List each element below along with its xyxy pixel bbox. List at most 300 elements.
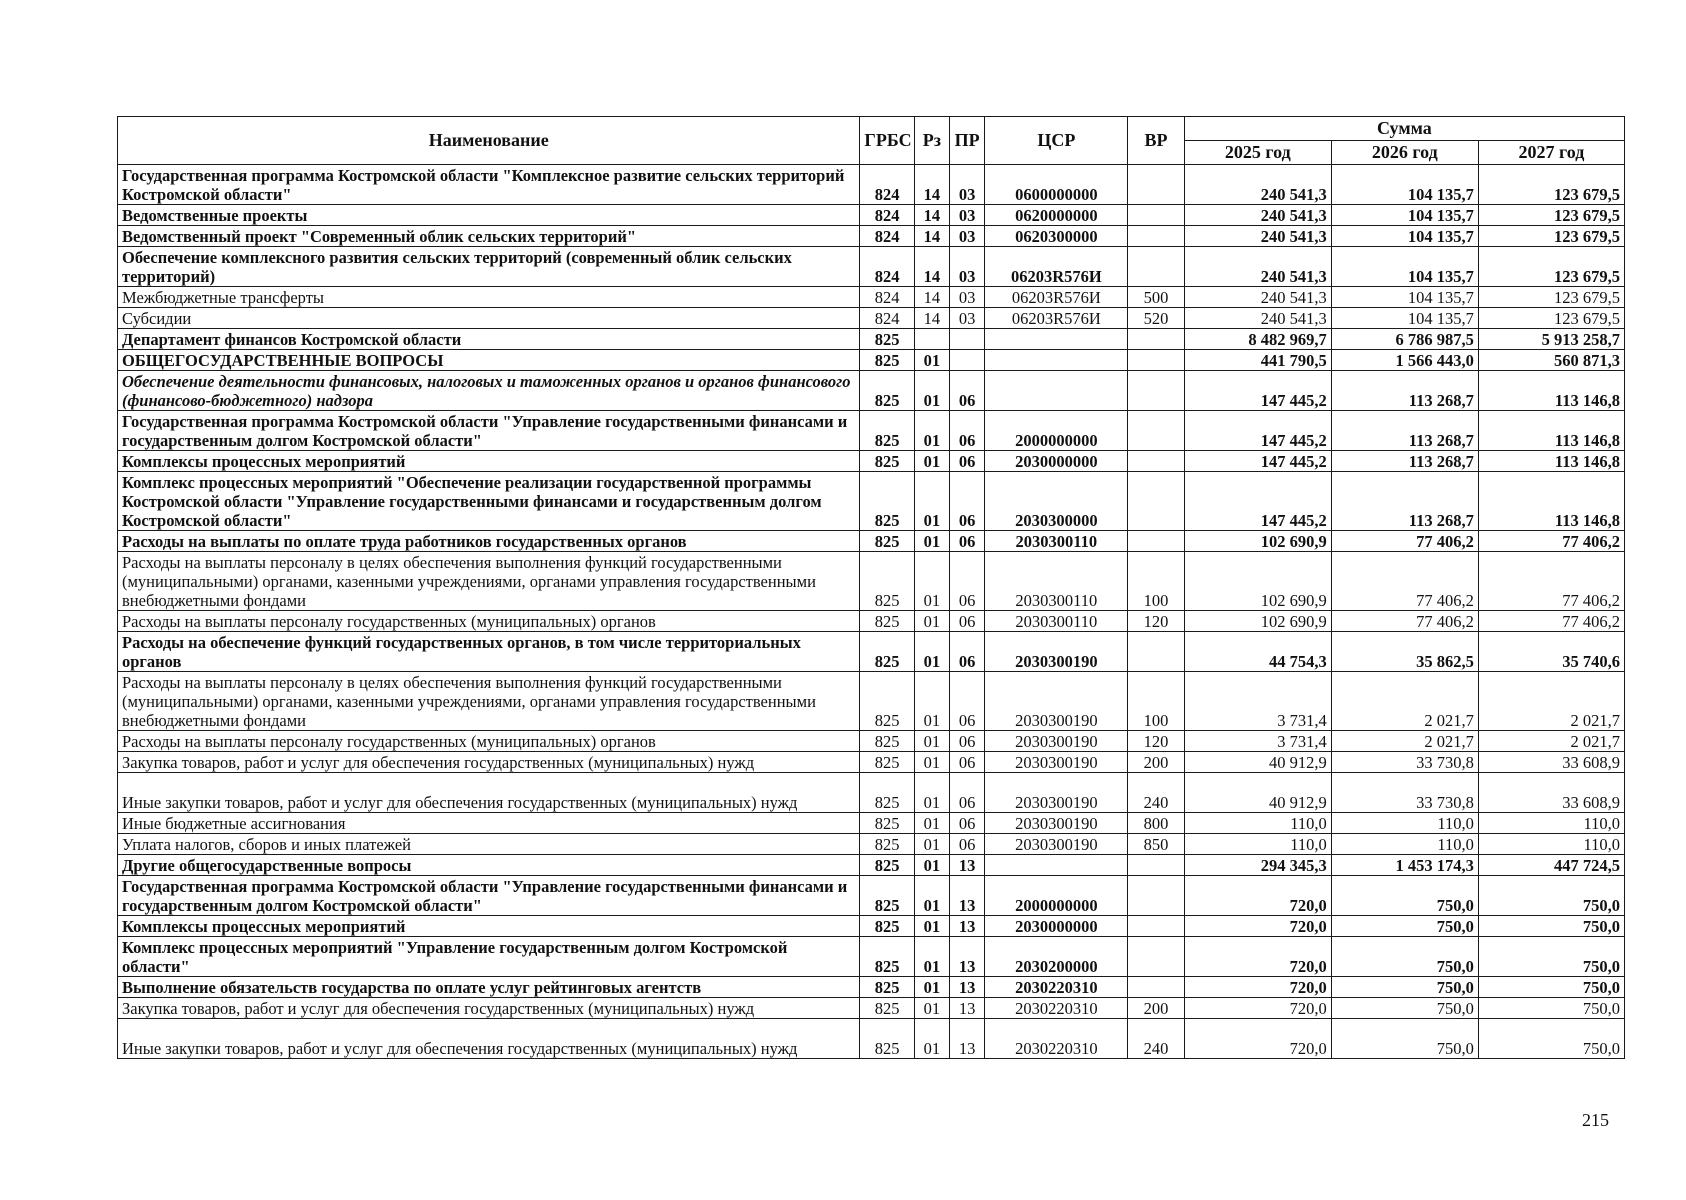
table-row xyxy=(118,531,1625,552)
row-2026-cell: 6 786 987,5 xyxy=(1331,329,1478,350)
table-body xyxy=(118,165,1625,1059)
row-2027-cell: 447 724,5 xyxy=(1478,855,1624,876)
row-2025-cell: 110,0 xyxy=(1184,834,1331,855)
table-row xyxy=(118,329,1625,350)
table-row xyxy=(118,1019,1625,1059)
row-grbs-cell: 825 xyxy=(860,371,914,411)
row-rz-cell: 01 xyxy=(914,731,949,752)
row-pr-cell: 06 xyxy=(950,371,985,411)
row-2026-cell: 110,0 xyxy=(1331,813,1478,834)
table-row xyxy=(118,773,1625,813)
table-row xyxy=(118,411,1625,451)
row-vr-cell: 200 xyxy=(1128,752,1184,773)
row-vr-cell xyxy=(1128,165,1184,205)
row-2025-cell: 720,0 xyxy=(1184,876,1331,916)
col-header-2026: 2026 год xyxy=(1331,141,1478,165)
row-csr-cell: 2030220310 xyxy=(985,1019,1128,1059)
row-2027-cell: 77 406,2 xyxy=(1478,611,1624,632)
row-2027-cell: 123 679,5 xyxy=(1478,287,1624,308)
row-name-cell: Выполнение обязательств государства по оплате услуг рейтинговых агентств xyxy=(118,977,860,998)
row-2027-cell: 750,0 xyxy=(1478,876,1624,916)
row-vr-cell xyxy=(1128,371,1184,411)
row-2025-cell: 40 912,9 xyxy=(1184,752,1331,773)
row-name-cell: Другие общегосударственные вопросы xyxy=(118,855,860,876)
row-2027-cell: 123 679,5 xyxy=(1478,308,1624,329)
row-pr-cell: 06 xyxy=(950,672,985,731)
row-grbs-cell: 825 xyxy=(860,773,914,813)
table-row xyxy=(118,451,1625,472)
row-csr-cell: 2030300110 xyxy=(985,552,1128,611)
row-2026-cell: 33 730,8 xyxy=(1331,773,1478,813)
row-name-cell: Расходы на выплаты персоналу в целях обеспечения выполнения функций государственными (муниципальными) органами, казенными учреждениями, органами управления государственными внебюджетными фондами xyxy=(118,672,860,731)
row-grbs-cell: 825 xyxy=(860,855,914,876)
row-name-cell: Иные бюджетные ассигнования xyxy=(118,813,860,834)
row-rz-cell: 01 xyxy=(914,632,949,672)
row-pr-cell: 06 xyxy=(950,773,985,813)
row-vr-cell xyxy=(1128,855,1184,876)
row-2025-cell: 441 790,5 xyxy=(1184,350,1331,371)
table-row xyxy=(118,371,1625,411)
row-2026-cell: 113 268,7 xyxy=(1331,472,1478,531)
row-grbs-cell: 825 xyxy=(860,472,914,531)
row-csr-cell: 2030300000 xyxy=(985,472,1128,531)
row-csr-cell: 2030300190 xyxy=(985,834,1128,855)
row-name-cell: Расходы на выплаты персоналу государственных (муниципальных) органов xyxy=(118,731,860,752)
row-rz-cell: 01 xyxy=(914,773,949,813)
table-row xyxy=(118,226,1625,247)
row-csr-cell: 06203R576И xyxy=(985,247,1128,287)
row-rz-cell xyxy=(914,329,949,350)
row-2027-cell: 123 679,5 xyxy=(1478,226,1624,247)
row-name-cell: Расходы на обеспечение функций государственных органов, в том числе территориальных органов xyxy=(118,632,860,672)
table-row xyxy=(118,552,1625,611)
row-2025-cell: 294 345,3 xyxy=(1184,855,1331,876)
row-rz-cell: 01 xyxy=(914,813,949,834)
row-grbs-cell: 824 xyxy=(860,247,914,287)
row-2025-cell: 720,0 xyxy=(1184,998,1331,1019)
row-pr-cell: 13 xyxy=(950,1019,985,1059)
row-rz-cell: 14 xyxy=(914,308,949,329)
row-name-cell: ОБЩЕГОСУДАРСТВЕННЫЕ ВОПРОСЫ xyxy=(118,350,860,371)
row-2026-cell: 104 135,7 xyxy=(1331,247,1478,287)
row-name-cell: Комплекс процессных мероприятий "Управление государственным долгом Костромской области" xyxy=(118,937,860,977)
row-csr-cell: 0620000000 xyxy=(985,205,1128,226)
row-2027-cell: 123 679,5 xyxy=(1478,165,1624,205)
row-name-cell: Межбюджетные трансферты xyxy=(118,287,860,308)
row-pr-cell xyxy=(950,350,985,371)
row-name-cell: Ведомственный проект "Современный облик сельских территорий" xyxy=(118,226,860,247)
row-rz-cell: 01 xyxy=(914,611,949,632)
row-rz-cell: 01 xyxy=(914,977,949,998)
row-pr-cell: 13 xyxy=(950,916,985,937)
row-vr-cell xyxy=(1128,977,1184,998)
row-rz-cell: 14 xyxy=(914,247,949,287)
row-rz-cell: 14 xyxy=(914,287,949,308)
row-grbs-cell: 824 xyxy=(860,165,914,205)
row-csr-cell xyxy=(985,329,1128,350)
row-csr-cell: 0600000000 xyxy=(985,165,1128,205)
row-pr-cell: 03 xyxy=(950,247,985,287)
row-pr-cell: 06 xyxy=(950,731,985,752)
row-2025-cell: 240 541,3 xyxy=(1184,205,1331,226)
col-header-csr: ЦСР xyxy=(985,117,1128,165)
row-2025-cell: 240 541,3 xyxy=(1184,308,1331,329)
row-2025-cell: 102 690,9 xyxy=(1184,531,1331,552)
table-row xyxy=(118,834,1625,855)
row-2026-cell: 2 021,7 xyxy=(1331,731,1478,752)
row-vr-cell: 800 xyxy=(1128,813,1184,834)
row-2026-cell: 750,0 xyxy=(1331,876,1478,916)
row-2027-cell: 113 146,8 xyxy=(1478,411,1624,451)
row-grbs-cell: 825 xyxy=(860,813,914,834)
row-csr-cell xyxy=(985,371,1128,411)
row-2025-cell: 147 445,2 xyxy=(1184,411,1331,451)
table-row xyxy=(118,247,1625,287)
row-csr-cell: 2030300110 xyxy=(985,611,1128,632)
row-grbs-cell: 825 xyxy=(860,632,914,672)
row-name-cell: Государственная программа Костромской области "Управление государственными финансами и государственным долгом Костромской области" xyxy=(118,411,860,451)
row-2026-cell: 750,0 xyxy=(1331,937,1478,977)
row-pr-cell: 06 xyxy=(950,552,985,611)
row-grbs-cell: 825 xyxy=(860,937,914,977)
row-pr-cell: 06 xyxy=(950,632,985,672)
row-2026-cell: 113 268,7 xyxy=(1331,411,1478,451)
row-vr-cell: 850 xyxy=(1128,834,1184,855)
row-pr-cell: 06 xyxy=(950,813,985,834)
row-2025-cell: 720,0 xyxy=(1184,916,1331,937)
row-pr-cell: 06 xyxy=(950,531,985,552)
row-2026-cell: 104 135,7 xyxy=(1331,226,1478,247)
row-2026-cell: 113 268,7 xyxy=(1331,451,1478,472)
row-grbs-cell: 825 xyxy=(860,731,914,752)
row-grbs-cell: 825 xyxy=(860,876,914,916)
row-2027-cell: 2 021,7 xyxy=(1478,731,1624,752)
row-name-cell: Государственная программа Костромской области "Управление государственными финансами и государственным долгом Костромской области" xyxy=(118,876,860,916)
row-2025-cell: 3 731,4 xyxy=(1184,672,1331,731)
table-row xyxy=(118,916,1625,937)
row-2025-cell: 44 754,3 xyxy=(1184,632,1331,672)
row-pr-cell: 13 xyxy=(950,977,985,998)
row-vr-cell: 120 xyxy=(1128,731,1184,752)
row-2025-cell: 102 690,9 xyxy=(1184,552,1331,611)
col-header-name: Наименование xyxy=(118,117,860,165)
row-rz-cell: 01 xyxy=(914,531,949,552)
row-2026-cell: 1 566 443,0 xyxy=(1331,350,1478,371)
row-pr-cell xyxy=(950,329,985,350)
row-vr-cell xyxy=(1128,329,1184,350)
row-2027-cell: 123 679,5 xyxy=(1478,205,1624,226)
row-rz-cell: 01 xyxy=(914,752,949,773)
table-row xyxy=(118,731,1625,752)
table-row xyxy=(118,977,1625,998)
row-csr-cell: 2000000000 xyxy=(985,876,1128,916)
row-rz-cell: 01 xyxy=(914,876,949,916)
row-2027-cell: 113 146,8 xyxy=(1478,451,1624,472)
row-csr-cell: 2030300190 xyxy=(985,813,1128,834)
row-2025-cell: 3 731,4 xyxy=(1184,731,1331,752)
row-2026-cell: 750,0 xyxy=(1331,977,1478,998)
row-name-cell: Государственная программа Костромской области "Комплексное развитие сельских территорий Костромской области" xyxy=(118,165,860,205)
row-grbs-cell: 825 xyxy=(860,531,914,552)
table-row xyxy=(118,165,1625,205)
row-name-cell: Обеспечение комплексного развития сельских территорий (современный облик сельских территорий) xyxy=(118,247,860,287)
row-csr-cell: 2030000000 xyxy=(985,451,1128,472)
row-2025-cell: 147 445,2 xyxy=(1184,451,1331,472)
row-csr-cell: 2030200000 xyxy=(985,937,1128,977)
row-vr-cell xyxy=(1128,247,1184,287)
row-grbs-cell: 825 xyxy=(860,329,914,350)
row-pr-cell: 06 xyxy=(950,834,985,855)
row-grbs-cell: 824 xyxy=(860,205,914,226)
row-rz-cell: 01 xyxy=(914,834,949,855)
row-rz-cell: 14 xyxy=(914,165,949,205)
row-grbs-cell: 825 xyxy=(860,916,914,937)
row-2027-cell: 77 406,2 xyxy=(1478,531,1624,552)
row-rz-cell: 01 xyxy=(914,451,949,472)
row-vr-cell xyxy=(1128,916,1184,937)
row-2025-cell: 40 912,9 xyxy=(1184,773,1331,813)
row-2027-cell: 560 871,3 xyxy=(1478,350,1624,371)
row-name-cell: Обеспечение деятельности финансовых, налоговых и таможенных органов и органов финансового (финансово-бюджетного) надзора xyxy=(118,371,860,411)
row-pr-cell: 13 xyxy=(950,855,985,876)
row-2025-cell: 240 541,3 xyxy=(1184,247,1331,287)
row-grbs-cell: 825 xyxy=(860,834,914,855)
row-2027-cell: 750,0 xyxy=(1478,998,1624,1019)
row-grbs-cell: 824 xyxy=(860,308,914,329)
row-vr-cell xyxy=(1128,350,1184,371)
row-2026-cell: 77 406,2 xyxy=(1331,552,1478,611)
row-2025-cell: 720,0 xyxy=(1184,977,1331,998)
row-rz-cell: 14 xyxy=(914,226,949,247)
row-vr-cell: 200 xyxy=(1128,998,1184,1019)
row-name-cell: Закупка товаров, работ и услуг для обеспечения государственных (муниципальных) нужд xyxy=(118,752,860,773)
row-vr-cell xyxy=(1128,205,1184,226)
table-row xyxy=(118,472,1625,531)
row-csr-cell: 2000000000 xyxy=(985,411,1128,451)
row-2027-cell: 33 608,9 xyxy=(1478,773,1624,813)
row-2025-cell: 110,0 xyxy=(1184,813,1331,834)
row-2026-cell: 750,0 xyxy=(1331,998,1478,1019)
row-2027-cell: 750,0 xyxy=(1478,916,1624,937)
row-pr-cell: 13 xyxy=(950,937,985,977)
row-grbs-cell: 825 xyxy=(860,350,914,371)
col-header-2025: 2025 год xyxy=(1184,141,1331,165)
col-header-vr: ВР xyxy=(1128,117,1184,165)
row-2026-cell: 104 135,7 xyxy=(1331,308,1478,329)
row-2026-cell: 77 406,2 xyxy=(1331,611,1478,632)
row-rz-cell: 01 xyxy=(914,1019,949,1059)
row-vr-cell: 500 xyxy=(1128,287,1184,308)
table-row xyxy=(118,813,1625,834)
row-rz-cell: 01 xyxy=(914,411,949,451)
row-name-cell: Расходы на выплаты по оплате труда работников государственных органов xyxy=(118,531,860,552)
table-row xyxy=(118,876,1625,916)
row-grbs-cell: 824 xyxy=(860,226,914,247)
row-pr-cell: 06 xyxy=(950,451,985,472)
row-vr-cell: 520 xyxy=(1128,308,1184,329)
row-grbs-cell: 825 xyxy=(860,552,914,611)
row-grbs-cell: 825 xyxy=(860,977,914,998)
row-name-cell: Департамент финансов Костромской области xyxy=(118,329,860,350)
table-row xyxy=(118,632,1625,672)
row-2027-cell: 750,0 xyxy=(1478,937,1624,977)
row-csr-cell: 2030220310 xyxy=(985,998,1128,1019)
row-vr-cell xyxy=(1128,632,1184,672)
row-2027-cell: 77 406,2 xyxy=(1478,552,1624,611)
row-name-cell: Субсидии xyxy=(118,308,860,329)
row-grbs-cell: 825 xyxy=(860,752,914,773)
budget-table-sheet xyxy=(117,116,1625,1059)
row-csr-cell: 2030300110 xyxy=(985,531,1128,552)
col-header-grbs: ГРБС xyxy=(860,117,914,165)
row-vr-cell xyxy=(1128,451,1184,472)
row-csr-cell: 06203R576И xyxy=(985,308,1128,329)
row-vr-cell xyxy=(1128,411,1184,451)
row-2027-cell: 110,0 xyxy=(1478,813,1624,834)
row-name-cell: Иные закупки товаров, работ и услуг для обеспечения государственных (муниципальных) нужд xyxy=(118,1019,860,1059)
row-csr-cell: 2030300190 xyxy=(985,731,1128,752)
row-pr-cell: 03 xyxy=(950,205,985,226)
row-2027-cell: 33 608,9 xyxy=(1478,752,1624,773)
row-vr-cell: 240 xyxy=(1128,1019,1184,1059)
row-name-cell: Иные закупки товаров, работ и услуг для обеспечения государственных (муниципальных) нужд xyxy=(118,773,860,813)
row-2027-cell: 750,0 xyxy=(1478,1019,1624,1059)
row-2027-cell: 113 146,8 xyxy=(1478,472,1624,531)
row-rz-cell: 01 xyxy=(914,350,949,371)
row-2026-cell: 77 406,2 xyxy=(1331,531,1478,552)
table-row xyxy=(118,287,1625,308)
row-2026-cell: 113 268,7 xyxy=(1331,371,1478,411)
row-pr-cell: 03 xyxy=(950,226,985,247)
table-row xyxy=(118,937,1625,977)
row-vr-cell: 120 xyxy=(1128,611,1184,632)
row-2027-cell: 750,0 xyxy=(1478,977,1624,998)
row-csr-cell: 2030000000 xyxy=(985,916,1128,937)
row-csr-cell: 2030300190 xyxy=(985,773,1128,813)
row-pr-cell: 06 xyxy=(950,472,985,531)
row-pr-cell: 13 xyxy=(950,876,985,916)
row-2026-cell: 110,0 xyxy=(1331,834,1478,855)
row-2027-cell: 2 021,7 xyxy=(1478,672,1624,731)
row-rz-cell: 01 xyxy=(914,552,949,611)
page-number: 215 xyxy=(1582,1110,1609,1130)
row-2025-cell: 8 482 969,7 xyxy=(1184,329,1331,350)
row-2026-cell: 750,0 xyxy=(1331,1019,1478,1059)
row-grbs-cell: 825 xyxy=(860,611,914,632)
row-name-cell: Закупка товаров, работ и услуг для обеспечения государственных (муниципальных) нужд xyxy=(118,998,860,1019)
row-pr-cell: 06 xyxy=(950,411,985,451)
table-row xyxy=(118,855,1625,876)
col-header-pr: ПР xyxy=(950,117,985,165)
row-2027-cell: 123 679,5 xyxy=(1478,247,1624,287)
table-row xyxy=(118,308,1625,329)
row-vr-cell xyxy=(1128,472,1184,531)
row-2027-cell: 113 146,8 xyxy=(1478,371,1624,411)
table-row xyxy=(118,672,1625,731)
row-csr-cell: 2030220310 xyxy=(985,977,1128,998)
table-row xyxy=(118,611,1625,632)
row-2027-cell: 5 913 258,7 xyxy=(1478,329,1624,350)
row-rz-cell: 01 xyxy=(914,472,949,531)
row-2026-cell: 33 730,8 xyxy=(1331,752,1478,773)
row-name-cell: Расходы на выплаты персоналу государственных (муниципальных) органов xyxy=(118,611,860,632)
row-2026-cell: 750,0 xyxy=(1331,916,1478,937)
row-csr-cell xyxy=(985,350,1128,371)
table-row xyxy=(118,998,1625,1019)
row-grbs-cell: 825 xyxy=(860,998,914,1019)
row-2025-cell: 720,0 xyxy=(1184,937,1331,977)
row-grbs-cell: 825 xyxy=(860,1019,914,1059)
row-pr-cell: 06 xyxy=(950,611,985,632)
row-pr-cell: 06 xyxy=(950,752,985,773)
row-csr-cell: 2030300190 xyxy=(985,672,1128,731)
row-2027-cell: 35 740,6 xyxy=(1478,632,1624,672)
row-rz-cell: 14 xyxy=(914,205,949,226)
row-pr-cell: 03 xyxy=(950,165,985,205)
row-2026-cell: 104 135,7 xyxy=(1331,287,1478,308)
row-2025-cell: 240 541,3 xyxy=(1184,287,1331,308)
row-vr-cell: 240 xyxy=(1128,773,1184,813)
row-2027-cell: 110,0 xyxy=(1478,834,1624,855)
row-vr-cell xyxy=(1128,226,1184,247)
row-grbs-cell: 825 xyxy=(860,672,914,731)
row-name-cell: Расходы на выплаты персоналу в целях обеспечения выполнения функций государственными (муниципальными) органами, казенными учреждениями, органами управления государственными внебюджетными фондами xyxy=(118,552,860,611)
col-header-rz: Рз xyxy=(914,117,949,165)
row-2026-cell: 104 135,7 xyxy=(1331,205,1478,226)
row-2025-cell: 102 690,9 xyxy=(1184,611,1331,632)
row-rz-cell: 01 xyxy=(914,371,949,411)
row-2025-cell: 240 541,3 xyxy=(1184,165,1331,205)
row-rz-cell: 01 xyxy=(914,916,949,937)
row-name-cell: Ведомственные проекты xyxy=(118,205,860,226)
row-2026-cell: 35 862,5 xyxy=(1331,632,1478,672)
budget-table xyxy=(117,116,1625,1059)
row-2025-cell: 720,0 xyxy=(1184,1019,1331,1059)
table-header xyxy=(118,117,1625,165)
row-2025-cell: 240 541,3 xyxy=(1184,226,1331,247)
col-header-sum: Сумма xyxy=(1184,117,1624,141)
row-csr-cell: 2030300190 xyxy=(985,632,1128,672)
row-rz-cell: 01 xyxy=(914,855,949,876)
row-2026-cell: 1 453 174,3 xyxy=(1331,855,1478,876)
row-vr-cell xyxy=(1128,531,1184,552)
row-vr-cell: 100 xyxy=(1128,552,1184,611)
table-row xyxy=(118,752,1625,773)
row-csr-cell: 0620300000 xyxy=(985,226,1128,247)
row-vr-cell xyxy=(1128,937,1184,977)
row-pr-cell: 13 xyxy=(950,998,985,1019)
row-2026-cell: 104 135,7 xyxy=(1331,165,1478,205)
row-2025-cell: 147 445,2 xyxy=(1184,371,1331,411)
row-rz-cell: 01 xyxy=(914,998,949,1019)
row-name-cell: Уплата налогов, сборов и иных платежей xyxy=(118,834,860,855)
row-2025-cell: 147 445,2 xyxy=(1184,472,1331,531)
table-row xyxy=(118,205,1625,226)
row-csr-cell xyxy=(985,855,1128,876)
row-name-cell: Комплексы процессных мероприятий xyxy=(118,451,860,472)
row-grbs-cell: 825 xyxy=(860,451,914,472)
row-name-cell: Комплекс процессных мероприятий "Обеспечение реализации государственной программы Костромской области "Управление государственными финансами и государственным долгом Костромской области" xyxy=(118,472,860,531)
row-grbs-cell: 824 xyxy=(860,287,914,308)
row-csr-cell: 2030300190 xyxy=(985,752,1128,773)
row-csr-cell: 06203R576И xyxy=(985,287,1128,308)
row-vr-cell xyxy=(1128,876,1184,916)
row-2026-cell: 2 021,7 xyxy=(1331,672,1478,731)
row-rz-cell: 01 xyxy=(914,937,949,977)
row-grbs-cell: 825 xyxy=(860,411,914,451)
row-pr-cell: 03 xyxy=(950,308,985,329)
row-name-cell: Комплексы процессных мероприятий xyxy=(118,916,860,937)
